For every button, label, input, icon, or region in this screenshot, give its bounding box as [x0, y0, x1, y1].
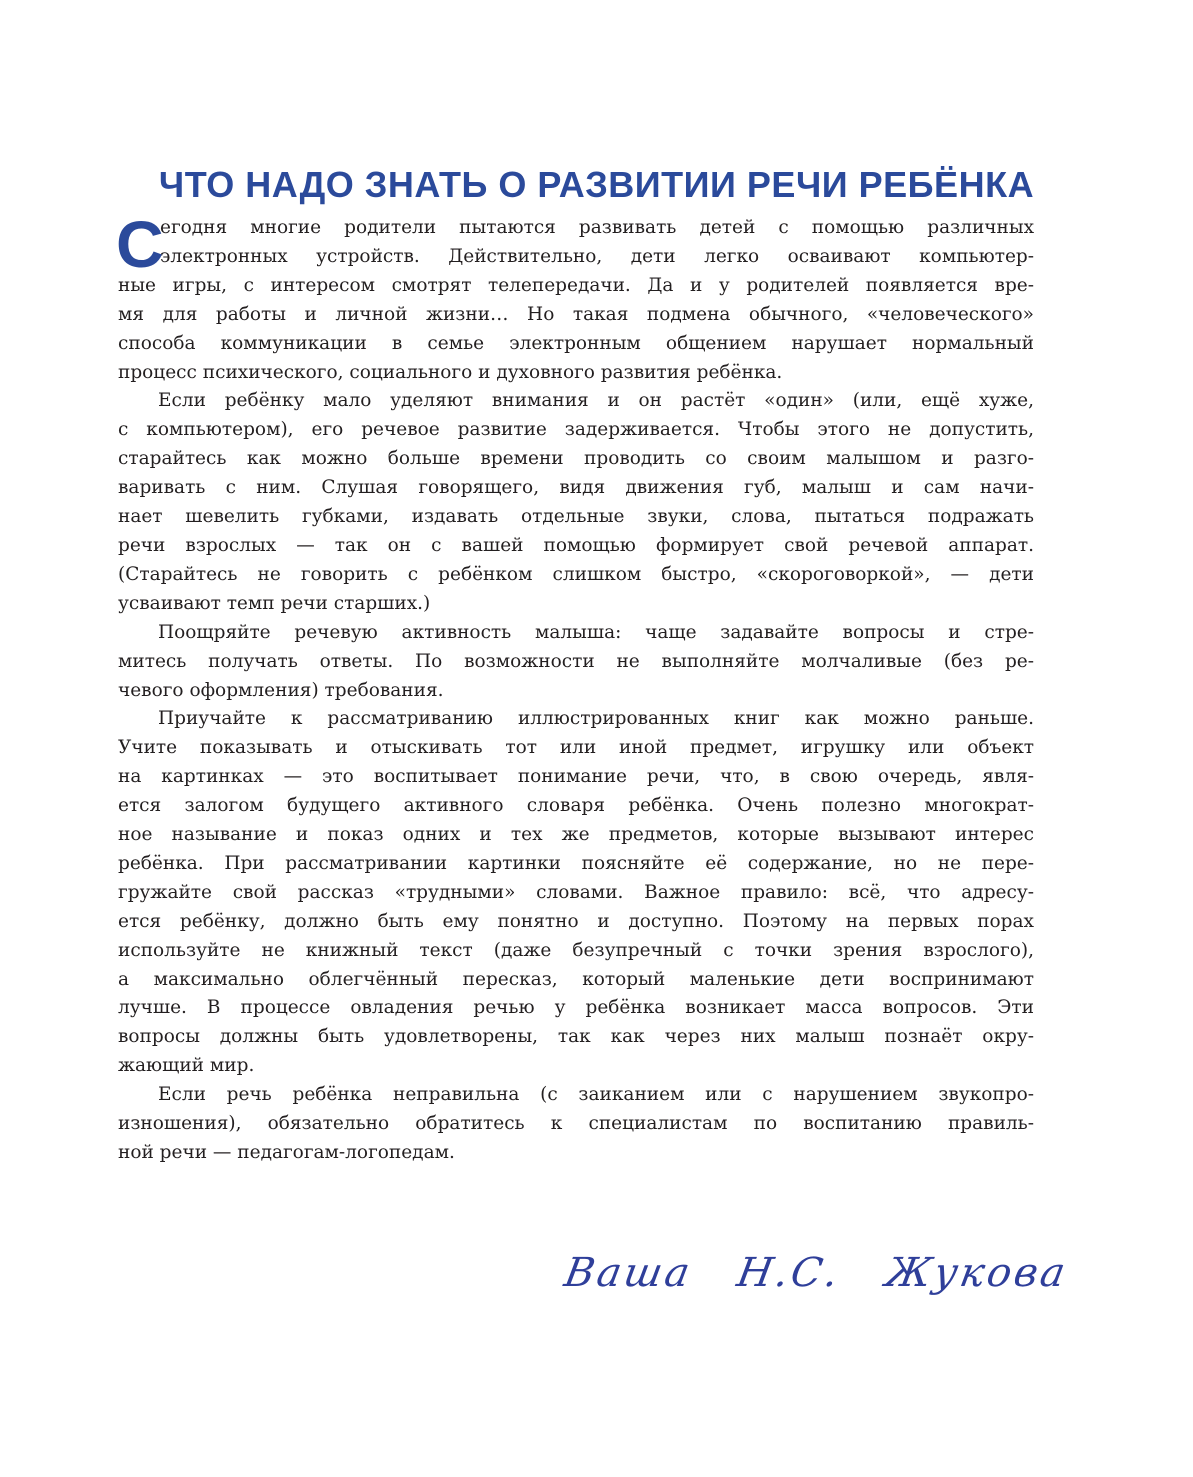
text-line: старайтесь как можно больше времени проводить со своим малышом и разго-: [118, 448, 1034, 470]
text-line: вопросы должны быть удовлетворены, так как через них малыш познаёт окру-: [118, 1026, 1034, 1048]
text-line: лучше. В процессе овладения речью у ребёнка возникает масса вопросов. Эти: [118, 997, 1034, 1019]
text-line: Поощряйте речевую активность малыша: чаще задавайте вопросы и стре-: [158, 621, 1034, 643]
author-signature: Ваша Н.С. Жукова: [560, 1250, 1072, 1296]
text-line: процесс психического, социального и духовного развития ребёнка.: [118, 361, 783, 383]
text-line: с компьютером), его речевое развитие задерживается. Чтобы этого не допустить,: [118, 419, 1034, 441]
text-line: ные игры, с интересом смотрят телепередачи. Да и у родителей появляется вре-: [118, 274, 1034, 296]
text-line: а максимально облегчённый пересказ, который маленькие дети воспринимают: [118, 968, 1034, 990]
paragraph: [116, 207, 1034, 387]
text-line: ется залогом будущего активного словаря ребёнка. Очень полезно многократ-: [118, 795, 1034, 817]
paragraph: [118, 1081, 1034, 1168]
paragraph: [118, 387, 1034, 618]
text-line: ется ребёнку, должно быть ему понятно и доступно. Поэтому на первых порах: [118, 910, 1034, 932]
paragraph: [118, 705, 1034, 1081]
text-line: Учите показывать и отыскивать тот или иной предмет, игрушку или объект: [118, 737, 1034, 759]
text-line: егодня многие родители пытаются развивать детей с помощью различных: [160, 217, 1034, 238]
text-line: чевого оформления) требования.: [118, 679, 444, 701]
text-line: речи взрослых — так он с вашей помощью формирует свой речевой аппарат.: [118, 534, 1034, 556]
article-body: [116, 207, 1034, 1168]
paragraph: [118, 619, 1034, 706]
text-line: изношения), обязательно обратитесь к специалистам по воспитанию правиль-: [118, 1113, 1034, 1135]
page-title: ЧТО НАДО ЗНАТЬ О РАЗВИТИИ РЕЧИ РЕБЁНКА: [158, 164, 1035, 206]
text-line: (Старайтесь не говорить с ребёнком слишком быстро, «скороговоркой», — дети: [118, 563, 1034, 585]
text-line: усваивают темп речи старших.): [118, 592, 431, 614]
text-line: мя для работы и личной жизни… Но такая подмена обычного, «человеческого»: [118, 303, 1034, 325]
text-line: гружайте свой рассказ «трудными» словами. Важное правило: всё, что адресу-: [118, 881, 1034, 903]
drop-cap: С: [116, 207, 164, 281]
text-line: используйте не книжный текст (даже безупречный с точки зрения взрослого),: [118, 939, 1034, 961]
text-line: нает шевелить губками, издавать отдельные звуки, слова, пытаться подражать: [118, 506, 1034, 528]
text-line: Приучайте к рассматриванию иллюстрированных книг как можно раньше.: [158, 708, 1034, 730]
text-line: ребёнка. При рассматривании картинки поясняйте её содержание, но не пере-: [118, 852, 1034, 874]
text-line: на картинках — это воспитывает понимание речи, что, в свою очередь, явля-: [118, 766, 1034, 788]
text-line: способа коммуникации в семье электронным общением нарушает нормальный: [118, 332, 1034, 354]
text-line: Если ребёнку мало уделяют внимания и он растёт «один» (или, ещё хуже,: [158, 390, 1034, 412]
text-line: митесь получать ответы. По возможности не выполняйте молчаливые (без ре-: [118, 650, 1034, 672]
text-line: электронных устройств. Действительно, дети легко осваивают компьютер-: [160, 245, 1034, 267]
text-line: жающий мир.: [118, 1055, 255, 1077]
text-line: ное называние и показ одних и тех же предметов, которые вызывают интерес: [118, 824, 1034, 846]
text-line: ной речи — педагогам-логопедам.: [118, 1142, 455, 1163]
text-line: варивать с ним. Слушая говорящего, видя движения губ, малыш и сам начи-: [118, 477, 1034, 499]
text-line: Если речь ребёнка неправильна (с заиканием или с нарушением звукопро-: [158, 1084, 1034, 1106]
